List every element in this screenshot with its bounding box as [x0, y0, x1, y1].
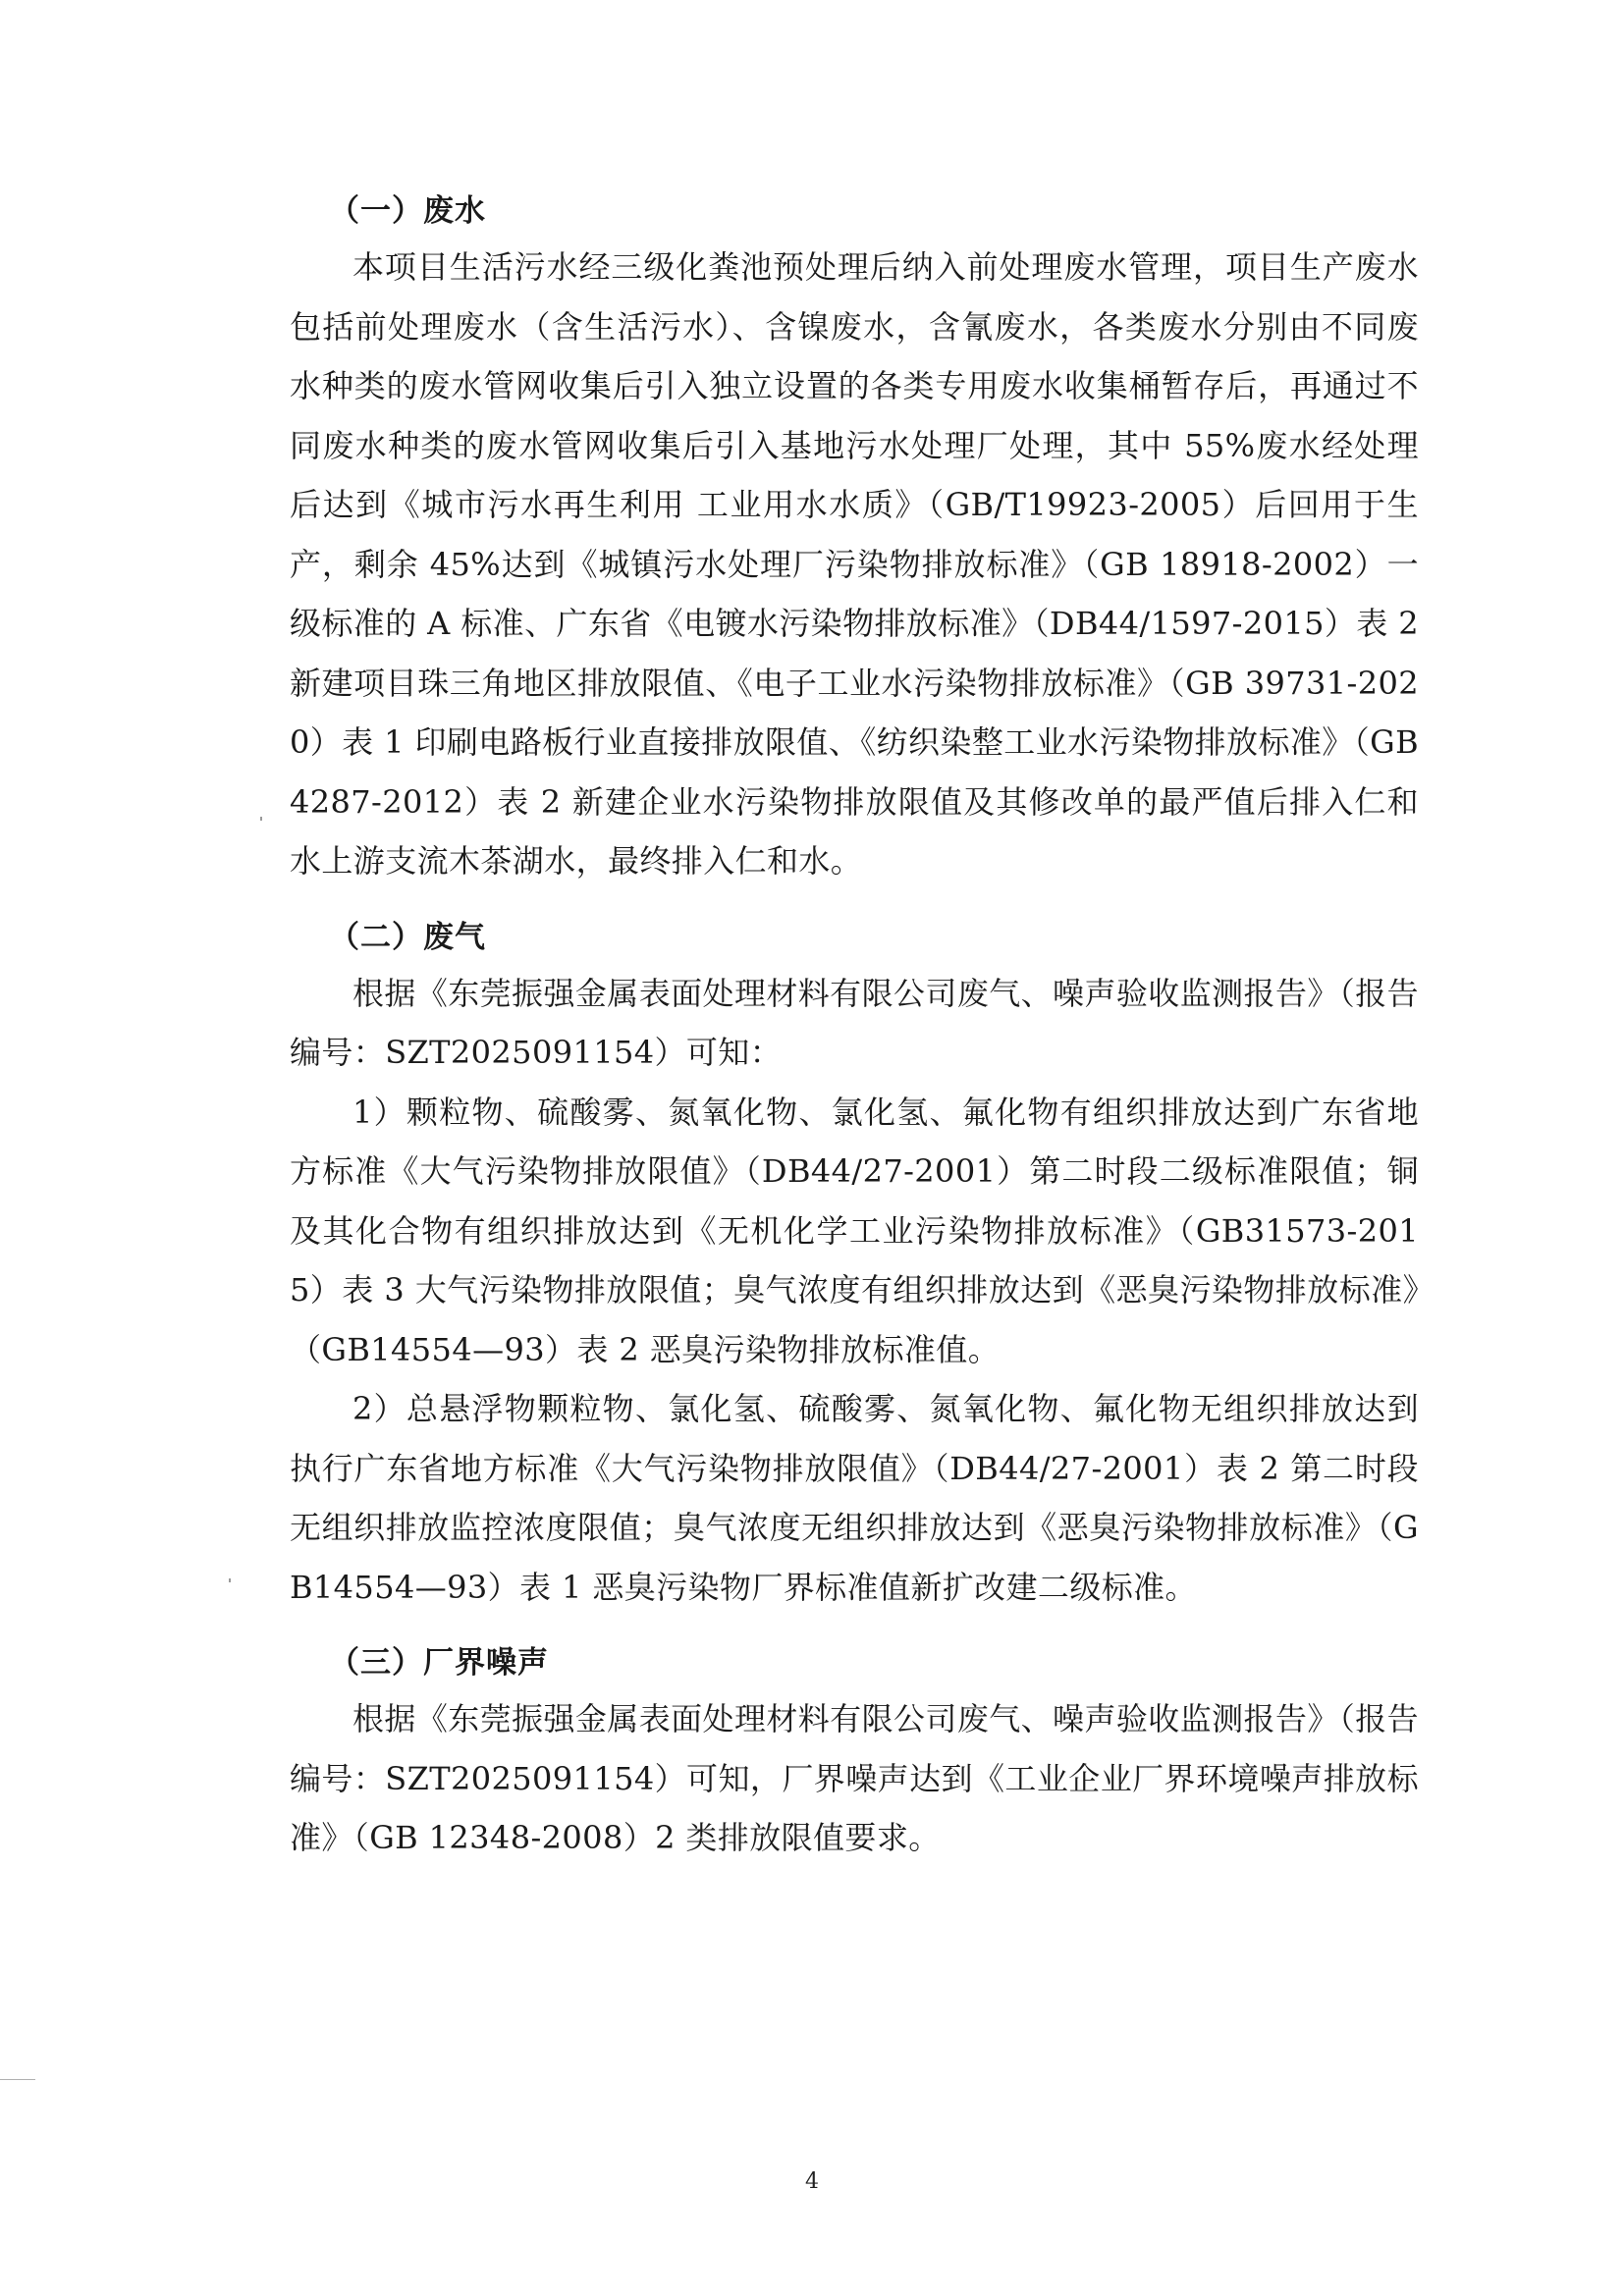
- scan-edge-line: [0, 2079, 35, 2080]
- scan-speck: [229, 1578, 231, 1582]
- section-boundary-noise: [290, 1636, 1419, 1868]
- section-spacer: [290, 891, 1419, 911]
- boundary-noise-paragraph: 根据《东莞振强金属表面处理材料有限公司废气、噪声验收监测报告》（报告编号：SZT2025091154）可知，厂界噪声达到《工业企业厂界环境噪声排放标准》（GB 12348-2008）2 类排放限值要求。: [290, 1700, 1419, 1856]
- wastewater-paragraph: 本项目生活污水经三级化粪池预处理后纳入前处理废水管理，项目生产废水包括前处理废水（含生活污水）、含镍废水，含氰废水，各类废水分别由不同废水种类的废水管网收集后引入独立设置的各类专用废水收集桶暂存后，再通过不同废水种类的废水管网收集后引入基地污水处理厂处理，其中 55%废水经处理后达到《城市污水再生利用 工业用水水质》（GB/T19923-2005）后回用于生产，剩余 45%达到《城镇污水处理厂污染物排放标准》（GB 18918-2002）一级标准的 A 标准、广东省《电镀水污染物排放标准》（DB44/1597-2015）表 2 新建项目珠三角地区排放限值、《电子工业水污染物排放标准》（GB 39731-2020）表 1 印刷电路板行业直接排放限值、《纺织染整工业水污染物排放标准》（GB4287-2012）表 2 新建企业水污染物排放限值及其修改单的最严值后排入仁和水上游支流木茶湖水，最终排入仁和水。: [290, 248, 1419, 880]
- exhaust-gas-item-1: 1）颗粒物、硫酸雾、氮氧化物、氯化氢、氟化物有组织排放达到广东省地方标准《大气污染物排放限值》（DB44/27-2001）第二时段二级标准限值；铜及其化合物有组织排放达到《无机化学工业污染物排放标准》（GB31573-2015）表 3 大气污染物排放限值；臭气浓度有组织排放达到《恶臭污染物排放标准》（GB14554—93）表 2 恶臭污染物排放标准值。: [290, 1093, 1419, 1368]
- page-content: [290, 185, 1419, 1868]
- exhaust-gas-intro: 根据《东莞振强金属表面处理材料有限公司废气、噪声验收监测报告》（报告编号：SZT2025091154）可知：: [290, 974, 1419, 1071]
- scan-speck: [260, 817, 262, 821]
- section-heading-wastewater: （一）废水: [329, 193, 486, 229]
- section-heading-boundary-noise: （三）厂界噪声: [329, 1645, 549, 1681]
- section-wastewater: [290, 185, 1419, 891]
- page-number: 4: [805, 2169, 819, 2194]
- section-exhaust-gas: [290, 911, 1419, 1618]
- section-heading-exhaust-gas: （二）废气: [329, 919, 486, 955]
- section-spacer: [290, 1617, 1419, 1636]
- exhaust-gas-item-2: 2）总悬浮物颗粒物、氯化氢、硫酸雾、氮氧化物、氟化物无组织排放达到执行广东省地方标准《大气污染物排放限值》（DB44/27-2001）表 2 第二时段无组织排放监控浓度限值；臭气浓度无组织排放达到《恶臭污染物排放标准》（GB14554—93）表 1 恶臭污染物厂界标准值新扩改建二级标准。: [290, 1390, 1419, 1606]
